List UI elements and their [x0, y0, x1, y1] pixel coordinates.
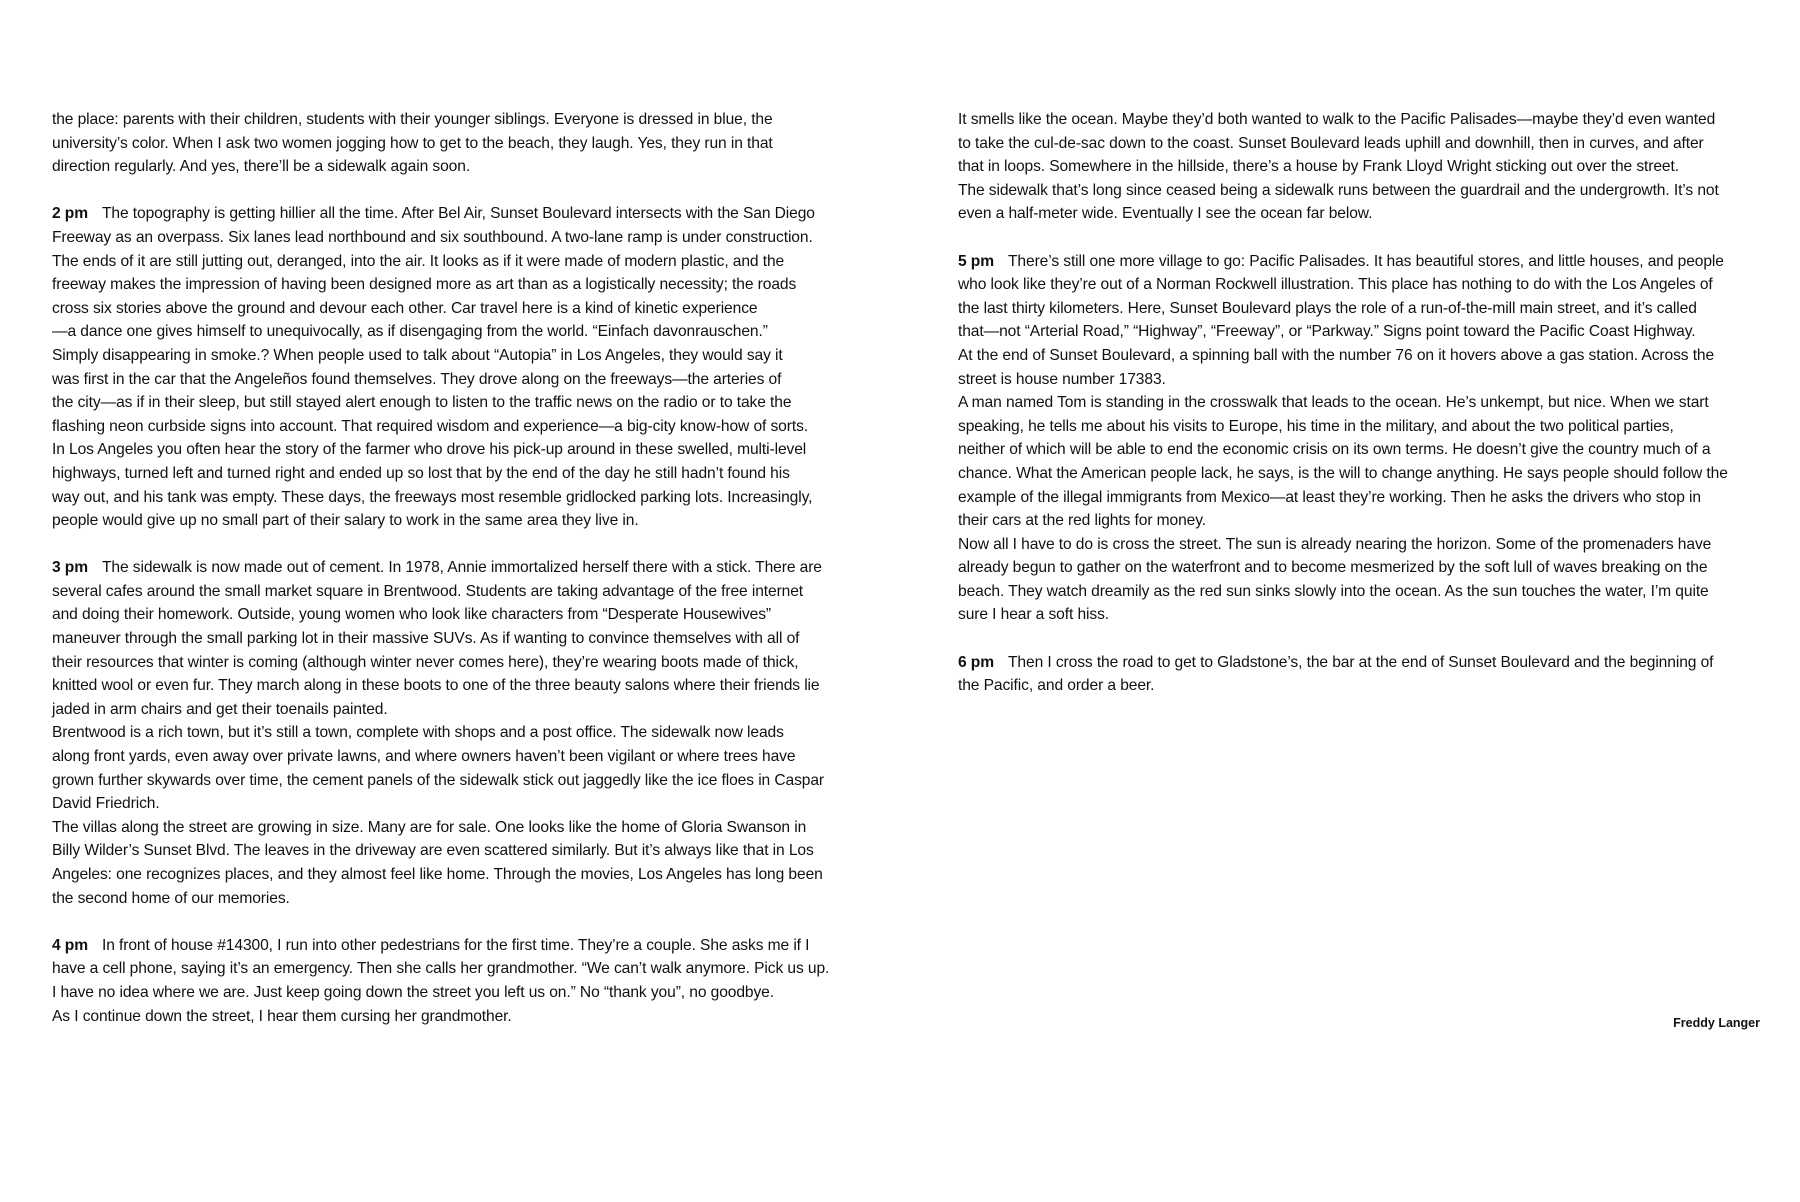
text-line — [52, 297, 864, 321]
line-text: their cars at the red lights for money. — [958, 512, 1207, 530]
text-line — [52, 627, 864, 651]
text-line — [52, 651, 864, 675]
line-text: Now all I have to do is cross the street. The sun is already nearing the horizon. Some of the promenaders have — [958, 535, 1712, 553]
paragraph-gap — [52, 533, 864, 557]
text-line — [52, 415, 864, 439]
author-signature: Freddy Langer — [1673, 1016, 1760, 1030]
line-text: speaking, he tells me about his visits to Europe, his time in the military, and about the two political parties, — [958, 417, 1674, 435]
text-line — [52, 887, 864, 911]
text-line — [958, 297, 1760, 321]
text-line — [52, 698, 864, 722]
text-line — [958, 486, 1760, 510]
line-text: street is house number 17383. — [958, 370, 1166, 388]
line-text: the place: parents with their children, students with their younger siblings. Everyone is dressed in blue, the — [52, 111, 773, 128]
line-text: Simply disappearing in smoke.? When people used to talk about “Autopia” in Los Angeles, they would say it — [52, 346, 783, 364]
line-text: In front of house #14300, I run into other pedestrians for the first time. They’re a couple. She asks me if I — [102, 936, 810, 954]
line-text: direction regularly. And yes, there’ll be a sidewalk again soon. — [52, 158, 471, 176]
text-line — [958, 509, 1760, 533]
line-text: The sidewalk is now made out of cement. In 1978, Annie immortalized herself there with a stick. There are — [102, 559, 822, 577]
text-line — [52, 556, 864, 580]
line-text: knitted wool or even fur. They march along in these boots to one of the three beauty salons where their friends lie — [52, 677, 820, 695]
line-text: maneuver through the small parking lot in their massive SUVs. As if wanting to convince themselves with all of — [52, 630, 800, 648]
text-line — [958, 603, 1760, 627]
text-line — [52, 250, 864, 274]
line-text: Freeway as an overpass. Six lanes lead northbound and six southbound. A two-lane ramp is under construction. — [52, 228, 813, 246]
line-text: beach. They watch dreamily as the red sun sinks slowly into the ocean. As the sun touches the water, I’m quite — [958, 582, 1709, 600]
text-line — [52, 580, 864, 604]
line-text: to take the cul-de-sac down to the coast. Sunset Boulevard leads uphill and downhill, then in curves, and after — [958, 134, 1704, 152]
text-line — [958, 651, 1760, 675]
line-text: Angeles: one recognizes places, and they almost feel like home. Through the movies, Los Angeles has long been — [52, 866, 823, 883]
text-line — [52, 320, 864, 344]
text-line — [958, 155, 1760, 179]
line-text: Then I cross the road to get to Gladstone’s, the bar at the end of Sunset Boulevard and the beginning of — [1008, 653, 1714, 671]
text-line — [958, 132, 1760, 156]
line-text: As I continue down the street, I hear them cursing her grandmother. — [52, 1007, 512, 1025]
text-line — [52, 486, 864, 510]
text-line — [52, 273, 864, 297]
line-text: Billy Wilder’s Sunset Blvd. The leaves in the driveway are even scattered similarly. But it’s always like that in Los — [52, 842, 814, 860]
text-line — [958, 250, 1760, 274]
line-text: example of the illegal immigrants from Mexico—at least they’re working. Then he asks the drivers who stop in — [958, 488, 1701, 506]
line-text: that in loops. Somewhere in the hillside, there’s a house by Frank Lloyd Wright sticking out over the street. — [958, 158, 1679, 176]
line-text: along front yards, even away over private lawns, and where owners haven’t been vigilant or where trees have — [52, 748, 796, 766]
paragraph-gap — [958, 627, 1760, 651]
line-text: people would give up no small part of their salary to work in the same area they live in. — [52, 512, 639, 530]
line-text: grown further skywards over time, the cement panels of the sidewalk stick out jaggedly like the ice floes in Caspar — [52, 771, 825, 789]
text-line — [52, 839, 864, 863]
text-line — [958, 368, 1760, 392]
line-text: flashing neon curbside signs into account. That required wisdom and experience—a big-city know-how of sorts. — [52, 417, 809, 435]
text-line — [52, 202, 864, 226]
line-text: several cafes around the small market square in Brentwood. Students are taking advantage of the free internet — [52, 582, 804, 600]
time-heading: 5 pm — [958, 252, 994, 270]
text-line — [52, 745, 864, 769]
line-text: already begun to gather on the waterfront and to become mesmerized by the soft lull of waves breaking on the — [958, 559, 1708, 577]
line-text: chance. What the American people lack, he says, is the will to change anything. He says people should follow the — [958, 464, 1728, 482]
line-text: —a dance one gives himself to unequivocally, as if disengaging from the world. “Einfach davonrauschen.” — [52, 323, 768, 341]
text-line — [52, 863, 864, 887]
text-line — [958, 273, 1760, 297]
text-line — [52, 792, 864, 816]
line-text: the city—as if in their sleep, but still stayed alert enough to listen to the traffic news on the radio or to take the — [52, 394, 792, 412]
time-heading: 3 pm — [52, 559, 88, 577]
text-line — [958, 438, 1760, 462]
line-text: jaded in arm chairs and get their toenails painted. — [52, 700, 388, 718]
text-line — [958, 580, 1760, 604]
left-text-column — [52, 108, 864, 1028]
time-heading: 6 pm — [958, 653, 994, 671]
line-text: who look like they’re out of a Norman Rockwell illustration. This place has nothing to do with the Los Angeles of — [958, 276, 1713, 294]
text-line — [958, 391, 1760, 415]
text-line — [958, 415, 1760, 439]
text-line — [958, 202, 1760, 226]
text-line — [52, 344, 864, 368]
text-line — [958, 533, 1760, 557]
paragraph-gap — [52, 179, 864, 203]
line-text: highways, turned left and turned right and ended up so lost that by the end of the day he still hadn’t found his — [52, 464, 790, 482]
line-text: the Pacific, and order a beer. — [958, 677, 1155, 695]
line-text: neither of which will be able to end the economic crisis on its own terms. He doesn’t give the country much of a — [958, 441, 1711, 459]
line-text: The sidewalk that’s long since ceased being a sidewalk runs between the guardrail and the undergrowth. It’s not — [958, 181, 1719, 199]
line-text: way out, and his tank was empty. These days, the freeways most resemble gridlocked parking lots. Increasingly, — [52, 488, 813, 506]
text-line — [52, 934, 864, 958]
line-text: The ends of it are still jutting out, deranged, into the air. It looks as if it were made of modern plastic, and the — [52, 252, 785, 270]
right-text-column — [958, 108, 1760, 698]
line-text: cross six stories above the ground and devour each other. Car travel here is a kind of kinetic experience — [52, 299, 758, 317]
line-text: sure I hear a soft hiss. — [958, 606, 1110, 624]
line-text: even a half-meter wide. Eventually I see the ocean far below. — [958, 205, 1373, 223]
text-line — [958, 462, 1760, 486]
text-line — [52, 509, 864, 533]
text-line — [52, 603, 864, 627]
text-line — [52, 816, 864, 840]
line-text: Brentwood is a rich town, but it’s still a town, complete with shops and a post office. The sidewalk now leads — [52, 724, 784, 742]
text-line — [958, 108, 1760, 132]
paragraph-gap — [52, 910, 864, 934]
text-line — [958, 320, 1760, 344]
text-line — [52, 674, 864, 698]
line-text: was first in the car that the Angeleños found themselves. They drove along on the freeways—the arteries of — [52, 370, 782, 388]
line-text: At the end of Sunset Boulevard, a spinning ball with the number 76 on it hovers above a gas station. Across the — [958, 346, 1715, 364]
text-line — [52, 769, 864, 793]
line-text: The topography is getting hillier all the time. After Bel Air, Sunset Boulevard intersects with the San Diego — [102, 205, 815, 223]
text-line — [958, 556, 1760, 580]
line-text: the second home of our memories. — [52, 889, 290, 907]
text-line — [52, 721, 864, 745]
line-text: have a cell phone, saying it’s an emergency. Then she calls her grandmother. “We can’t walk anymore. Pick us up. — [52, 960, 830, 978]
line-text: A man named Tom is standing in the crosswalk that leads to the ocean. He’s unkempt, but nice. When we start — [958, 394, 1709, 412]
line-text: university’s color. When I ask two women jogging how to get to the beach, they laugh. Yes, they run in that — [52, 134, 773, 152]
paragraph-gap — [958, 226, 1760, 250]
line-text: It smells like the ocean. Maybe they’d both wanted to walk to the Pacific Palisades—maybe they’d even wanted — [958, 111, 1716, 128]
text-line — [52, 368, 864, 392]
text-line — [52, 108, 864, 132]
text-line — [52, 391, 864, 415]
text-line — [52, 462, 864, 486]
line-text: the last thirty kilometers. Here, Sunset Boulevard plays the role of a run-of-the-mill main street, and it’s called — [958, 299, 1697, 317]
text-line — [52, 132, 864, 156]
line-text: In Los Angeles you often hear the story of the farmer who drove his pick-up around in these swelled, multi-level — [52, 441, 807, 459]
line-text: The villas along the street are growing in size. Many are for sale. One looks like the home of Gloria Swanson in — [52, 818, 807, 836]
line-text: and doing their homework. Outside, young women who look like characters from “Desperate Housewives” — [52, 606, 772, 624]
line-text: There’s still one more village to go: Pacific Palisades. It has beautiful stores, and little houses, and people — [1008, 252, 1724, 270]
line-text: David Friedrich. — [52, 795, 160, 813]
text-line — [958, 674, 1760, 698]
text-line — [52, 155, 864, 179]
text-line — [52, 226, 864, 250]
line-text: that—not “Arterial Road,” “Highway”, “Freeway”, or “Parkway.” Signs point toward the Pacific Coast Highway. — [958, 323, 1696, 341]
time-heading: 2 pm — [52, 205, 88, 223]
text-line — [52, 957, 864, 981]
line-text: their resources that winter is coming (although winter never comes here), they’re wearing boots made of thick, — [52, 653, 799, 671]
line-text: freeway makes the impression of having been designed more as art than as a logistically necessity; the roads — [52, 276, 797, 294]
text-line — [958, 179, 1760, 203]
text-line — [958, 344, 1760, 368]
text-line — [52, 981, 864, 1005]
text-line — [52, 1005, 864, 1029]
text-line — [52, 438, 864, 462]
time-heading: 4 pm — [52, 936, 88, 954]
line-text: I have no idea where we are. Just keep going down the street you left us on.” No “thank you”, no goodbye. — [52, 983, 774, 1001]
